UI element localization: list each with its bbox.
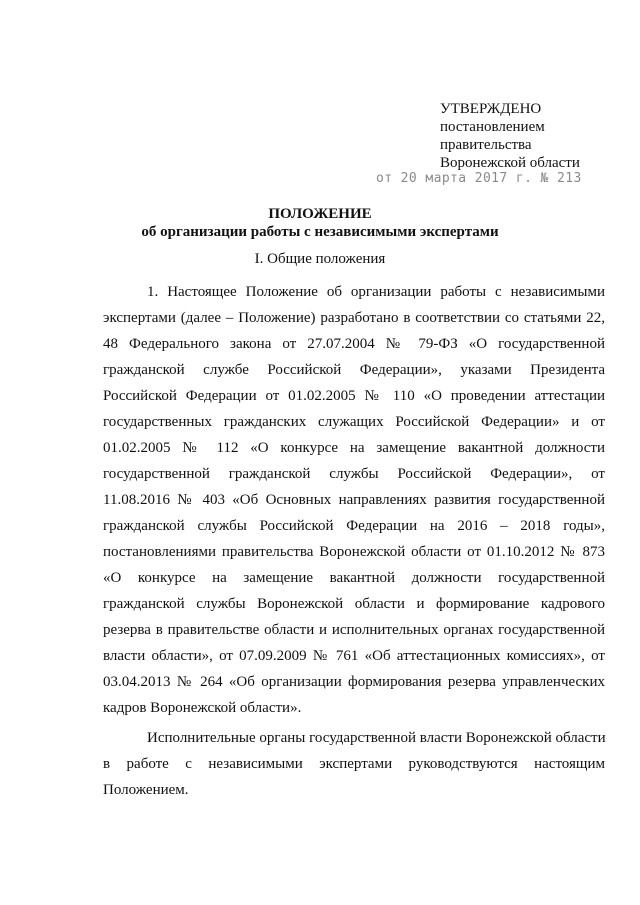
- approval-by-line-3: Воронежской области: [440, 155, 580, 171]
- paragraph-line: «О конкурсе на замещение вакантной должности государственной: [103, 570, 605, 586]
- paragraph-line: гражданской службы Воронежской области и формирование кадрового: [103, 596, 605, 612]
- paragraph-line: постановлениями правительства Воронежской области от 01.10.2012 № 873: [103, 544, 605, 560]
- paragraph-line: 1. Настоящее Положение об организации работы с независимыми: [147, 284, 605, 300]
- approval-block: [376, 100, 582, 186]
- paragraph-line: государственной гражданской службы Российской Федерации», от: [103, 466, 605, 482]
- document-title: ПОЛОЖЕНИЕ: [268, 206, 372, 222]
- paragraph-line: 11.08.2016 № 403 «Об Основных направлениях развития государственной: [103, 492, 605, 508]
- document-subtitle: об организации работы с независимыми экспертами: [141, 224, 499, 240]
- paragraph-line: государственных гражданских служащих Российской Федерации» и от: [103, 414, 605, 430]
- approval-by-line-1: постановлением: [440, 119, 545, 135]
- paragraph-line: власти области», от 07.09.2009 № 761 «Об аттестационных комиссиях», от: [103, 648, 605, 664]
- paragraph-line: экспертами (далее – Положение) разработано в соответствии со статьями 22,: [103, 310, 605, 326]
- paragraph-line: 48 Федерального закона от 27.07.2004 № 79-ФЗ «О государственной: [103, 336, 605, 352]
- paragraph-line: кадров Воронежской области».: [103, 700, 302, 716]
- paragraph-line: резерва в правительстве области и исполнительных органах государственной: [103, 622, 605, 638]
- paragraph-line: в работе с независимыми экспертами руководствуются настоящим: [103, 756, 605, 772]
- paragraph-line: Положением.: [103, 782, 189, 798]
- paragraph-line: гражданской службы Российской Федерации на 2016 – 2018 годы»,: [103, 518, 605, 534]
- paragraph-line: 03.04.2013 № 264 «Об организации формирования резерва управленческих: [103, 674, 605, 690]
- approval-date-stamp: от 20 марта 2017 г. № 213: [376, 171, 582, 186]
- paragraph-line: гражданской службе Российской Федерации», указами Президента: [103, 362, 605, 378]
- section-heading: I. Общие положения: [254, 251, 386, 267]
- paragraph-line: 01.02.2005 № 112 «О конкурсе на замещение вакантной должности: [103, 440, 605, 456]
- approval-heading: УТВЕРЖДЕНО: [440, 101, 542, 117]
- paragraph-line: Исполнительные органы государственной власти Воронежской области: [147, 730, 606, 746]
- paragraph-line: Российской Федерации от 01.02.2005 № 110 «О проведении аттестации: [103, 388, 605, 404]
- approval-by-line-2: правительства: [440, 137, 532, 153]
